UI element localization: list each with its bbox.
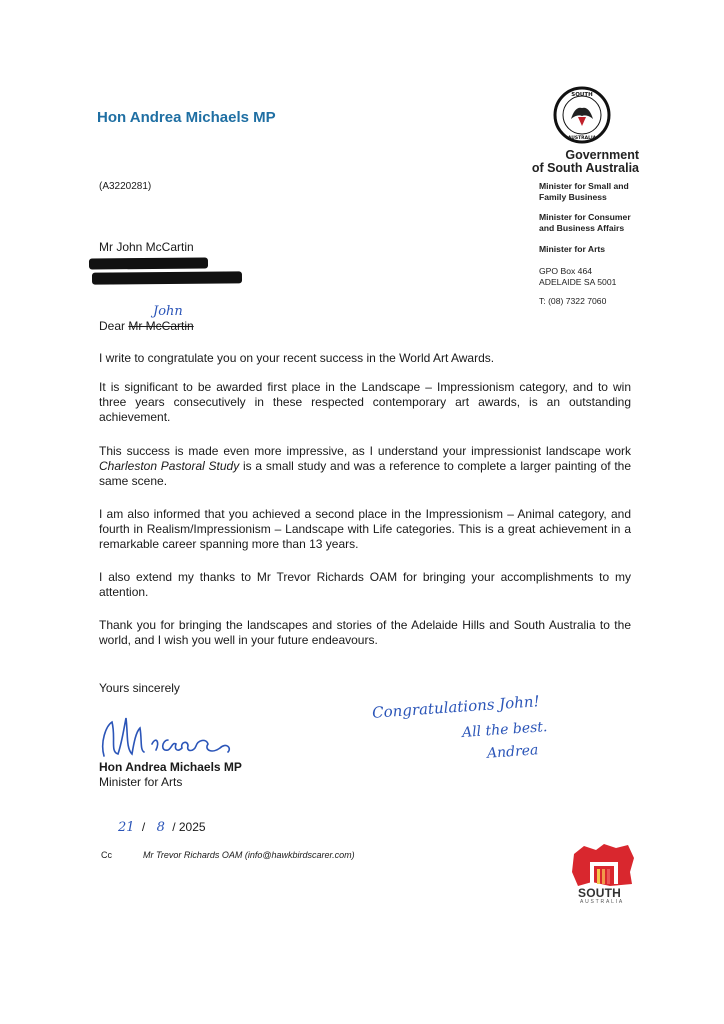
portfolio-consumer-affairs: Minister for Consumer and Business Affairs bbox=[539, 212, 631, 233]
portfolio-arts: Minister for Arts bbox=[539, 244, 606, 254]
date-year: / 2025 bbox=[172, 820, 206, 834]
cc-label: Cc bbox=[101, 850, 112, 860]
body-paragraph-6: Thank you for bringing the landscapes and stories of the Adelaide Hills and South Australia to the world, and I wish you well in your future endeavours. bbox=[99, 618, 631, 647]
phone-number: T: (08) 7322 7060 bbox=[539, 296, 607, 306]
handwritten-note-line-3: Andrea bbox=[486, 742, 539, 762]
closing: Yours sincerely bbox=[99, 681, 180, 695]
handwritten-note-line-2: All the best. bbox=[461, 719, 548, 741]
date-month: 8 bbox=[156, 820, 165, 835]
south-australia-logo-subtext: AUSTRALIA bbox=[580, 899, 624, 905]
body-paragraph-1: I write to congratulate you on your recent success in the World Art Awards. bbox=[99, 351, 495, 365]
south-australia-map-logo-icon bbox=[570, 842, 636, 888]
reference-number: (A3220281) bbox=[99, 181, 152, 192]
date-day: 21 bbox=[118, 820, 135, 835]
handwritten-note-line-1: Congratulations John! bbox=[371, 692, 541, 722]
portfolio-small-business: Minister for Small and Family Business bbox=[539, 181, 629, 202]
signature-scribble bbox=[96, 712, 246, 762]
body-paragraph-5: I also extend my thanks to Mr Trevor Richards OAM for bringing your accomplishments to my attention. bbox=[99, 570, 631, 599]
artwork-title: Charleston Pastoral Study bbox=[99, 459, 240, 473]
redacted-address-line-1 bbox=[89, 257, 208, 269]
salutation-handwritten-name: John bbox=[153, 304, 183, 319]
recipient-name: Mr John McCartin bbox=[99, 240, 194, 254]
salutation: Dear Mr McCartin bbox=[99, 319, 194, 333]
signatory-title: Minister for Arts bbox=[99, 775, 183, 789]
sender-name: Hon Andrea Michaels MP bbox=[97, 109, 276, 126]
seal-text-top: SOUTH bbox=[571, 92, 593, 98]
salutation-struck-name: Mr McCartin bbox=[128, 319, 194, 333]
government-title: Government of South Australia bbox=[531, 148, 639, 175]
cc-recipient: Mr Trevor Richards OAM (info@hawkbirdscarer.com) bbox=[143, 850, 355, 860]
body-paragraph-4: I am also informed that you achieved a second place in the Impressionism – Animal category, and fourth in Realism/Impressionism – Landscape with Life categories. This is a great achievement in a remarkable career spanning more than 13 years. bbox=[99, 507, 631, 551]
body-paragraph-2: It is significant to be awarded first place in the Landscape – Impressionism category, and to win three years consecutively in these respected contemporary art awards, is an outstanding achievement. bbox=[99, 380, 631, 424]
postal-address: GPO Box 464 ADELAIDE SA 5001 bbox=[539, 266, 617, 287]
south-australia-logo-word: SOUTH bbox=[578, 886, 621, 900]
signed-date: 21 / 8 / 2025 bbox=[118, 820, 206, 835]
south-australia-seal-icon bbox=[553, 86, 611, 144]
signatory-name: Hon Andrea Michaels MP bbox=[99, 760, 242, 774]
seal-text-bottom: AUSTRALIA bbox=[567, 136, 597, 141]
redacted-address-line-2 bbox=[92, 271, 242, 284]
body-paragraph-3: This success is made even more impressive, as I understand your impressionist landscape work Charleston Pastoral Study is a small study and was a reference to complete a larger painting of the same scene. bbox=[99, 444, 632, 488]
